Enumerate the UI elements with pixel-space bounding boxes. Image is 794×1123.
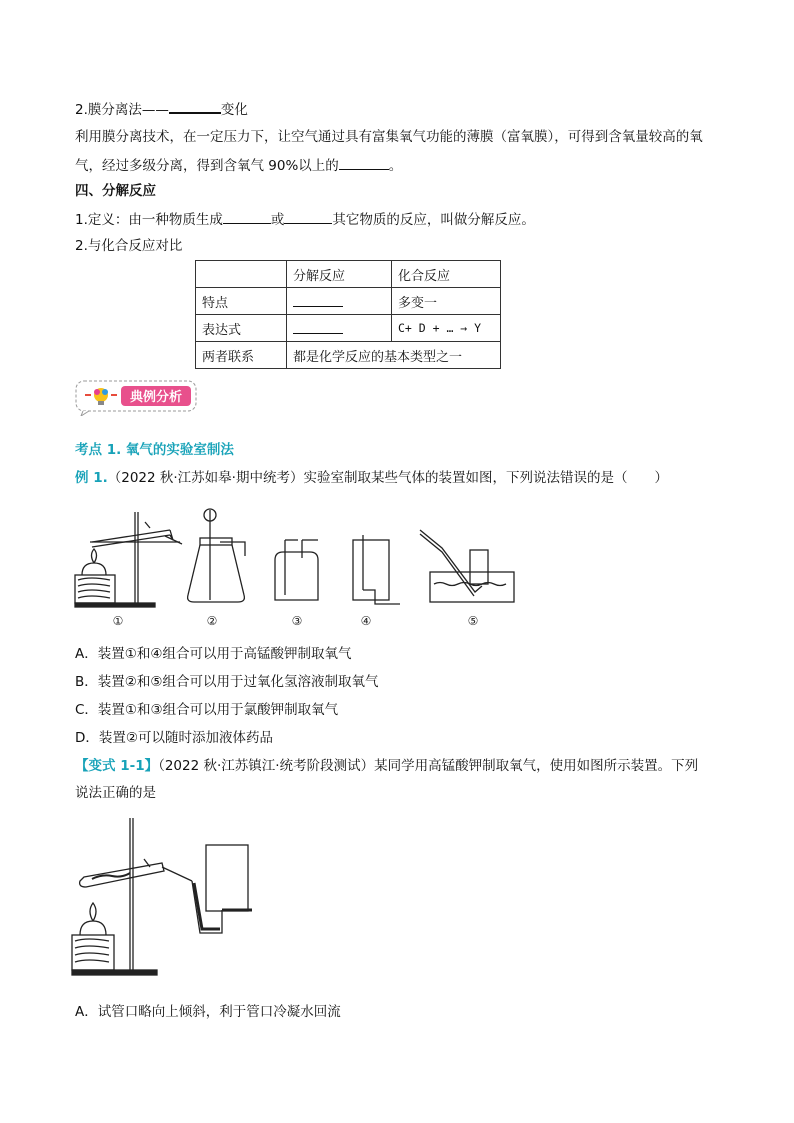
answer-blank — [223, 209, 271, 224]
example-1-stem: 例 1.（2022 秋·江苏如皋·期中统考）实验室制取某些气体的装置如图，下列说法错误的是（ ） — [75, 470, 668, 486]
membrane-paragraph-line2: 气，经过多级分离，得到含氧气 90%以上的 。 — [75, 155, 402, 176]
apparatus-label: ④ — [360, 614, 372, 628]
option-d: D．装置②可以随时添加液体药品 — [75, 730, 273, 746]
row-label: 特点 — [196, 288, 287, 315]
apparatus-1-heating — [75, 512, 182, 607]
table-row — [196, 315, 501, 342]
apparatus-label: ⑤ — [467, 614, 479, 628]
membrane-title: 2.膜分离法—— 变化 — [75, 98, 248, 120]
answer-blank — [339, 155, 389, 170]
variant-stem-line2: 说法正确的是 — [75, 785, 156, 801]
apparatus-4-bottle — [353, 535, 400, 604]
compare-title: 2.与化合反应对比 — [75, 238, 183, 254]
option-b: B．装置②和⑤组合可以用于过氧化氢溶液制取氧气 — [75, 674, 379, 690]
example-analysis-badge — [75, 380, 197, 416]
example-label: 例 1. — [75, 470, 108, 486]
topic-heading: 考点 1. 氧气的实验室制法 — [75, 442, 234, 458]
decomposition-heading: 四、分解反应 — [75, 183, 156, 199]
combo-cell: 多变一 — [392, 288, 501, 315]
variant-option-a: A．试管口略向上倾斜，利于管口冷凝水回流 — [75, 1004, 341, 1020]
table-header-cell — [196, 261, 287, 288]
merged-cell: 都是化学反应的基本类型之一 — [287, 342, 501, 369]
table-row — [196, 288, 501, 315]
answer-blank — [169, 98, 221, 114]
answer-cell — [287, 315, 392, 342]
table-row — [196, 342, 501, 369]
table-header-cell: 分解反应 — [287, 261, 392, 288]
variant-label: 【变式 1-1】 — [75, 758, 159, 774]
row-label: 两者联系 — [196, 342, 287, 369]
membrane-paragraph-line1: 利用膜分离技术，在一定压力下，让空气通过具有富集氧气功能的薄膜（富氧膜），可得到含氧量较高的氧 — [75, 129, 703, 145]
apparatus-2-flask — [188, 509, 245, 602]
answer-cell — [287, 288, 392, 315]
apparatus-label: ③ — [291, 614, 303, 628]
variant-apparatus-figure — [70, 815, 270, 980]
badge-label: 典例分析 — [129, 390, 183, 405]
definition-line: 1.定义：由一种物质生成 或 其它物质的反应，叫做分解反应。 — [75, 209, 535, 230]
variant-stem: 【变式 1-1】（2022 秋·江苏镇江·统考阶段测试）某同学用高锰酸钾制取氧气，使用如图所示装置。下列 — [75, 758, 699, 774]
combo-cell: C+ D + … → Y — [392, 315, 501, 342]
option-a: A．装置①和④组合可以用于高锰酸钾制取氧气 — [75, 646, 352, 662]
apparatus-figure — [70, 500, 530, 630]
answer-blank — [293, 319, 343, 334]
row-label: 表达式 — [196, 315, 287, 342]
answer-blank — [284, 209, 332, 224]
comparison-table — [195, 260, 501, 369]
apparatus-3-bottle — [275, 540, 318, 600]
table-header-cell: 化合反应 — [392, 261, 501, 288]
option-c: C．装置①和③组合可以用于氯酸钾制取氧气 — [75, 702, 339, 718]
apparatus-label: ② — [206, 614, 218, 628]
table-header-row — [196, 261, 501, 288]
answer-blank — [293, 292, 343, 307]
apparatus-5-trough — [420, 530, 514, 602]
apparatus-label: ① — [112, 614, 124, 628]
